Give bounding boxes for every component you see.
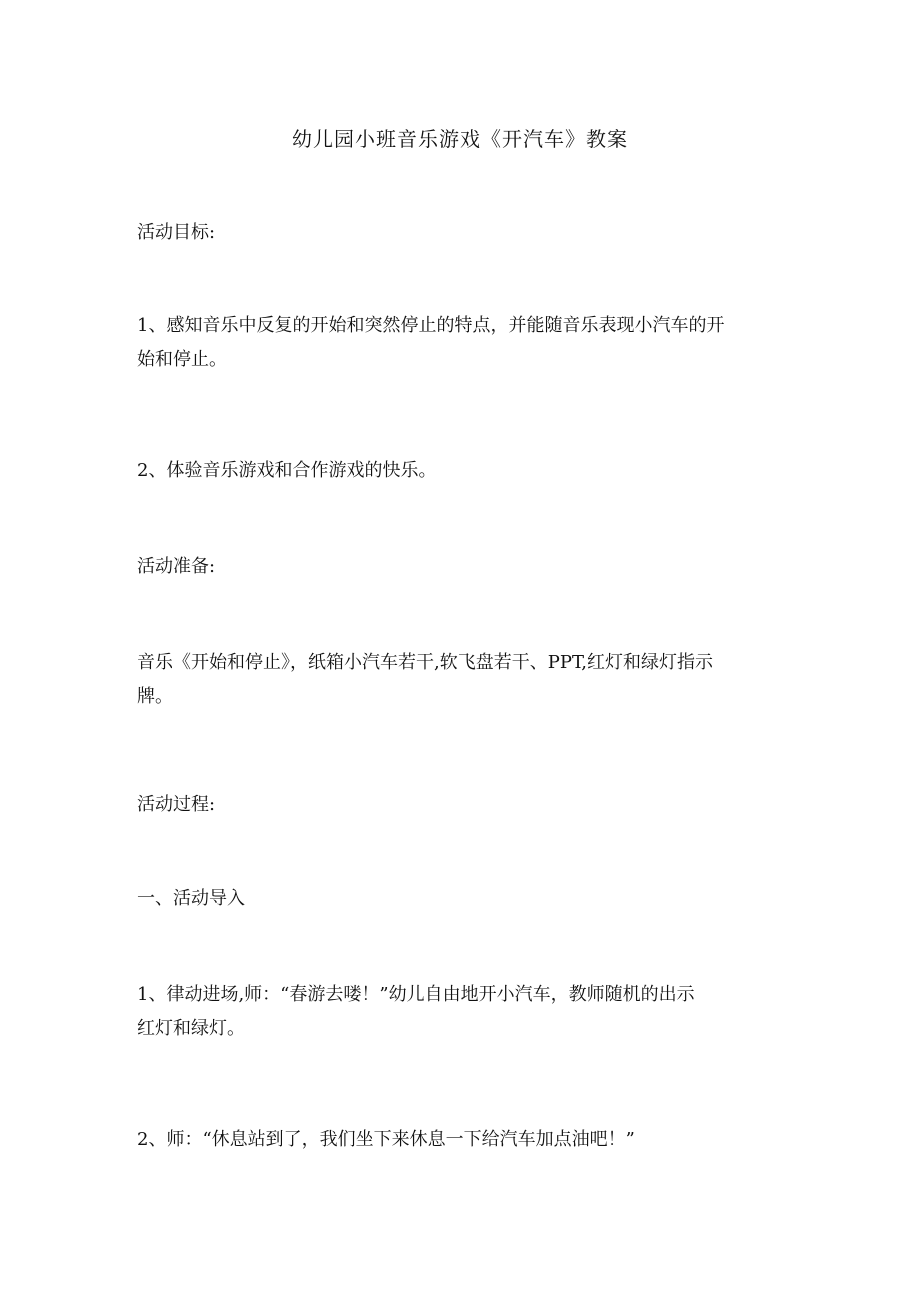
- document-title: 幼儿园小班音乐游戏《开汽车》教案: [292, 127, 628, 151]
- process-heading: 活动过程:: [137, 794, 216, 815]
- goal-item-2: 2、体验音乐游戏和合作游戏的快乐。: [137, 460, 437, 481]
- goals-heading: 活动目标:: [137, 222, 216, 243]
- step-item-1: 1、律动进场,师：“春游去喽！”幼儿自由地开小汽车，教师随机的出示 红灯和绿灯。: [137, 984, 695, 1039]
- step-item-2: 2、师：“休息站到了，我们坐下来休息一下给汽车加点油吧！”: [137, 1129, 635, 1150]
- prep-heading: 活动准备:: [137, 556, 216, 577]
- goal-item-1: 1、感知音乐中反复的开始和突然停止的特点，并能随音乐表现小汽车的开 始和停止。: [137, 315, 725, 370]
- prep-content: 音乐《开始和停止》，纸箱小汽车若干,软飞盘若干、PPT,红灯和绿灯指示 牌。: [137, 652, 714, 707]
- part1-heading: 一、活动导入: [137, 888, 245, 909]
